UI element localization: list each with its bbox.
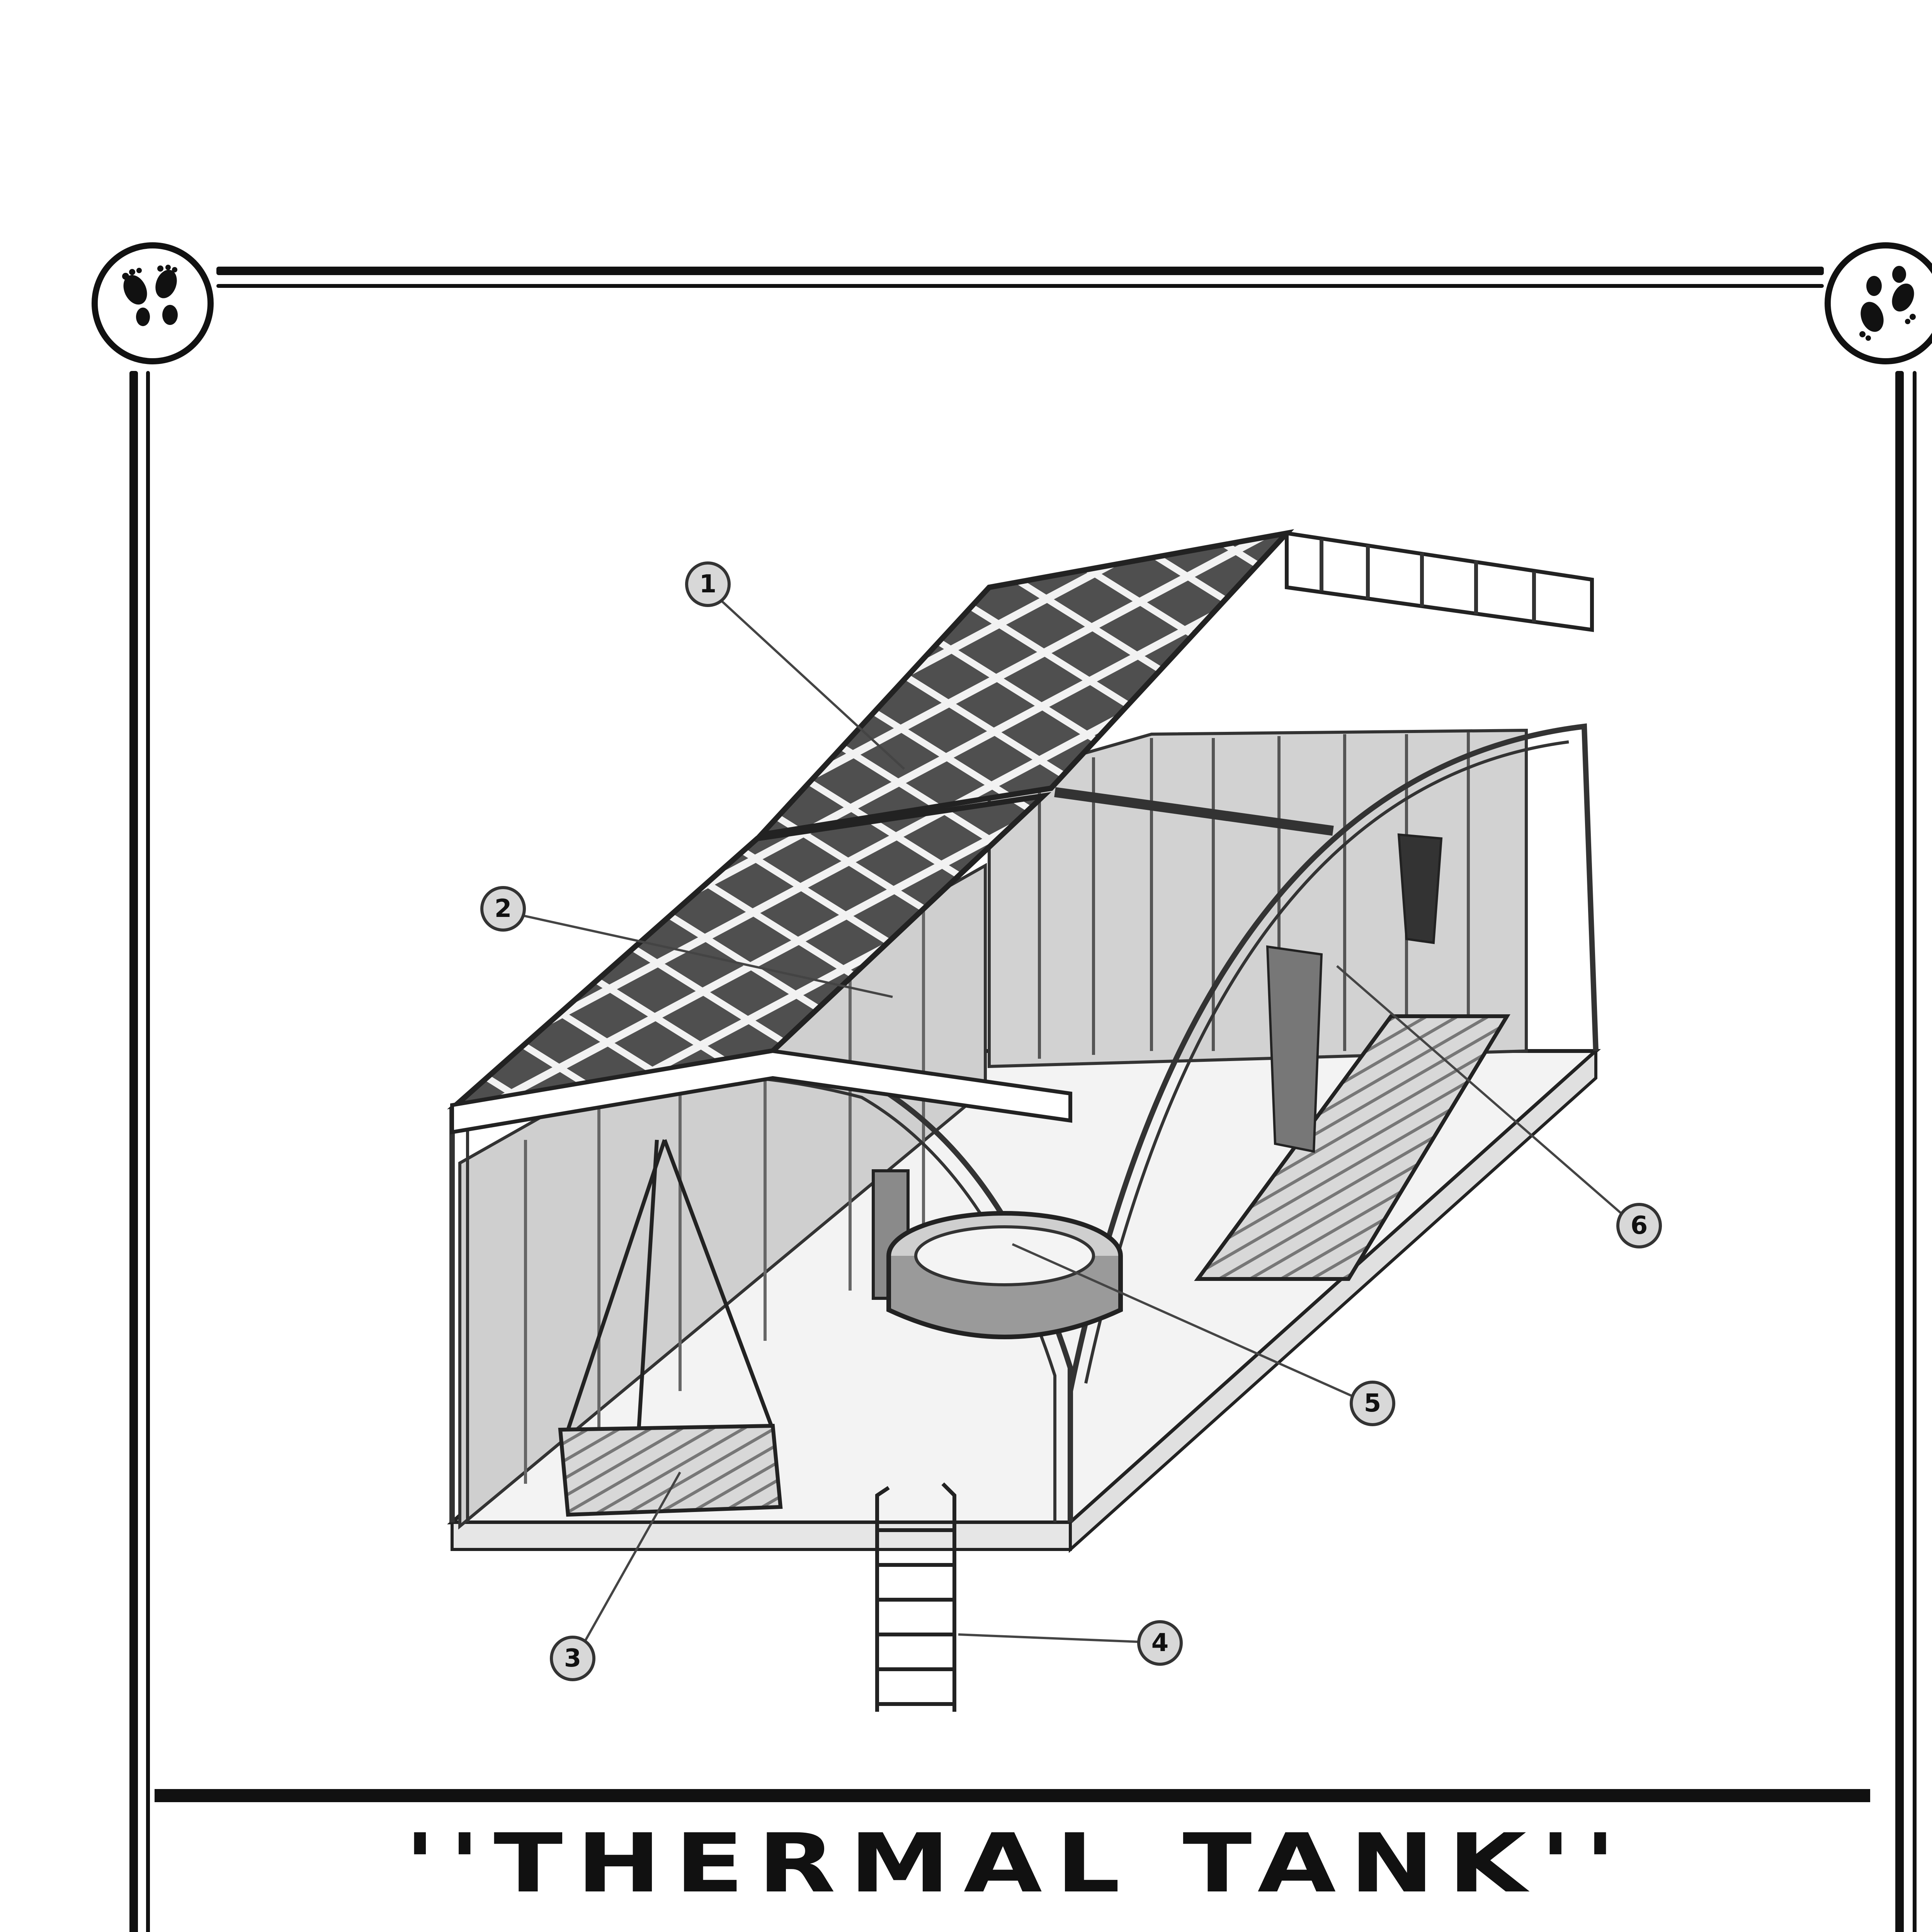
callout-5: 5 [1350, 1381, 1395, 1426]
callout-6: 6 [1616, 1203, 1662, 1248]
callout-1: 1 [685, 561, 731, 607]
title-divider-top [155, 1789, 1870, 1802]
page-title: ''THERMAL TANK'' [404, 1816, 1629, 1911]
callout-4: 4 [1137, 1620, 1183, 1666]
callout-2: 2 [480, 886, 526, 932]
callout-3: 3 [550, 1636, 595, 1681]
